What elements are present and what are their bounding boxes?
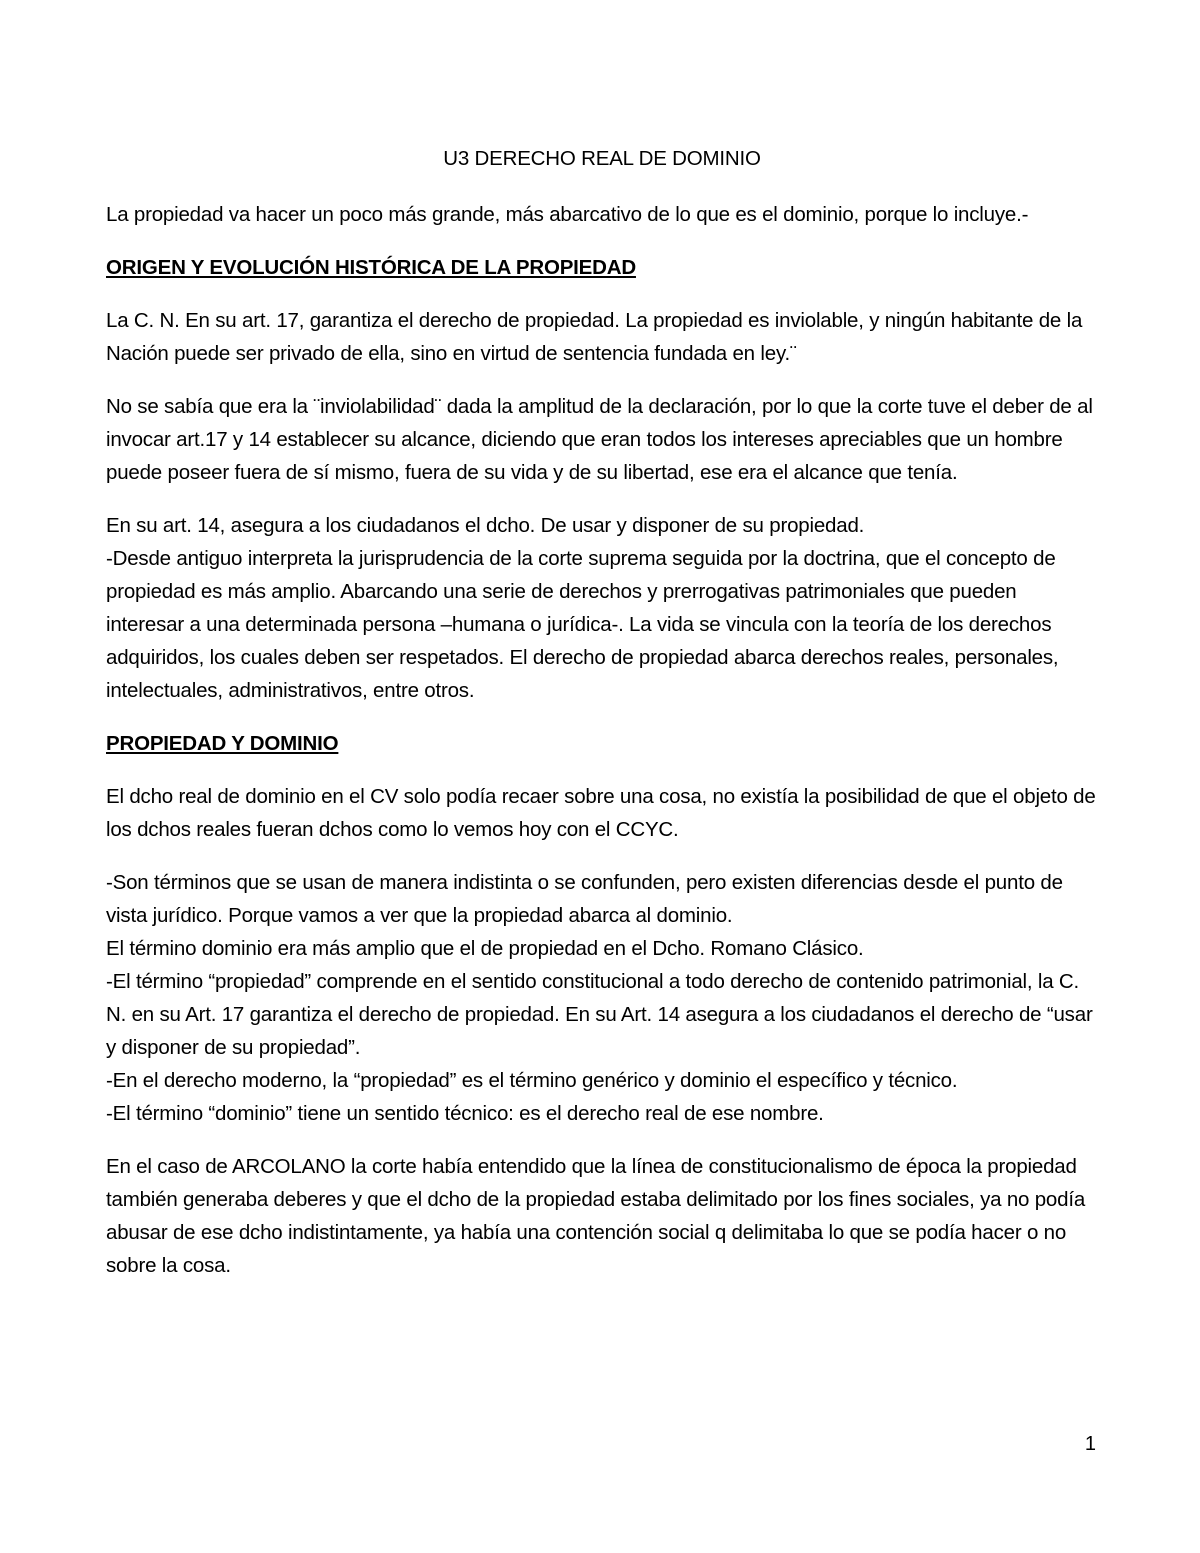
paragraph-inviolabilidad: No se sabía que era la ¨inviolabilidad¨ dada la amplitud de la declaración, por lo que la corte tuve el deber de al invocar art.17 y 14 establecer su alcance, diciendo que eran todos los intereses apreciables que un hombre puede poseer fuera de sí mismo, fuera de su vida y de su libertad, ese era el alcance que tenía. <box>106 395 1093 484</box>
paragraph-arcolano: En el caso de ARCOLANO la corte había entendido que la línea de constitucionalismo de época la propiedad también generaba deberes y que el dcho de la propiedad estaba delimitado por los fines sociales, ya no podía abusar de ese dcho indistintamente, ya había una contención social q delimitaba lo que se podía hacer o no sobre la cosa. <box>106 1155 1086 1277</box>
paragraph-cn-art17: La C. N. En su art. 17, garantiza el derecho de propiedad. La propiedad es inviolable, y ningún habitante de la Nación puede ser privado de ella, sino en virtud de sentencia fundada en ley.¨ <box>106 309 1083 365</box>
paragraph-art14-line1: En su art. 14, asegura a los ciudadanos el dcho. De usar y disponer de su propiedad. <box>106 514 865 537</box>
paragraph-art14-line2: -Desde antiguo interpreta la jurisprudencia de la corte suprema seguida por la doctrina, que el concepto de propiedad es más amplio. Abarcando una serie de derechos y prerrogativas patrimoniales que pueden interesar a una determinada persona –humana o jurídica-. La vida se vincula con la teoría de los derechos adquiridos, los cuales deben ser respetados. El derecho de propiedad abarca derechos reales, personales, intelectuales, administrativos, entre otros. <box>106 547 1059 702</box>
paragraph-terminos-line5: -El término “dominio” tiene un sentido técnico: es el derecho real de ese nombre. <box>106 1102 824 1125</box>
document-title: U3 DERECHO REAL DE DOMINIO <box>443 147 761 170</box>
paragraph-art14 <box>106 509 1098 707</box>
page-number: 1 <box>1084 1433 1096 1455</box>
intro-paragraph: La propiedad va hacer un poco más grande, más abarcativo de lo que es el dominio, porque lo incluye.- <box>106 203 1029 226</box>
paragraph-dcho-real-cv: El dcho real de dominio en el CV solo podía recaer sobre una cosa, no existía la posibilidad de que el objeto de los dchos reales fueran dchos como lo vemos hoy con el CCYC. <box>106 785 1096 841</box>
paragraph-terminos-line2: El término dominio era más amplio que el de propiedad en el Dcho. Romano Clásico. <box>106 937 864 960</box>
document-page <box>106 142 1098 1302</box>
paragraph-terminos <box>106 866 1098 1130</box>
paragraph-terminos-line3: -El término “propiedad” comprende en el sentido constitucional a todo derecho de contenido patrimonial, la C. N. en su Art. 17 garantiza el derecho de propiedad. En su Art. 14 asegura a los ciudadanos el derecho de “usar y disponer de su propiedad”. <box>106 970 1093 1059</box>
paragraph-terminos-line1: -Son términos que se usan de manera indistinta o se confunden, pero existen diferencias desde el punto de vista jurídico. Porque vamos a ver que la propiedad abarca al dominio. <box>106 871 1063 927</box>
paragraph-terminos-line4: -En el derecho moderno, la “propiedad” es el término genérico y dominio el específico y técnico. <box>106 1069 958 1092</box>
section-heading-propiedad-dominio: PROPIEDAD Y DOMINIO <box>106 732 339 755</box>
section-heading-origen: ORIGEN Y EVOLUCIÓN HISTÓRICA DE LA PROPIEDAD <box>106 256 636 279</box>
